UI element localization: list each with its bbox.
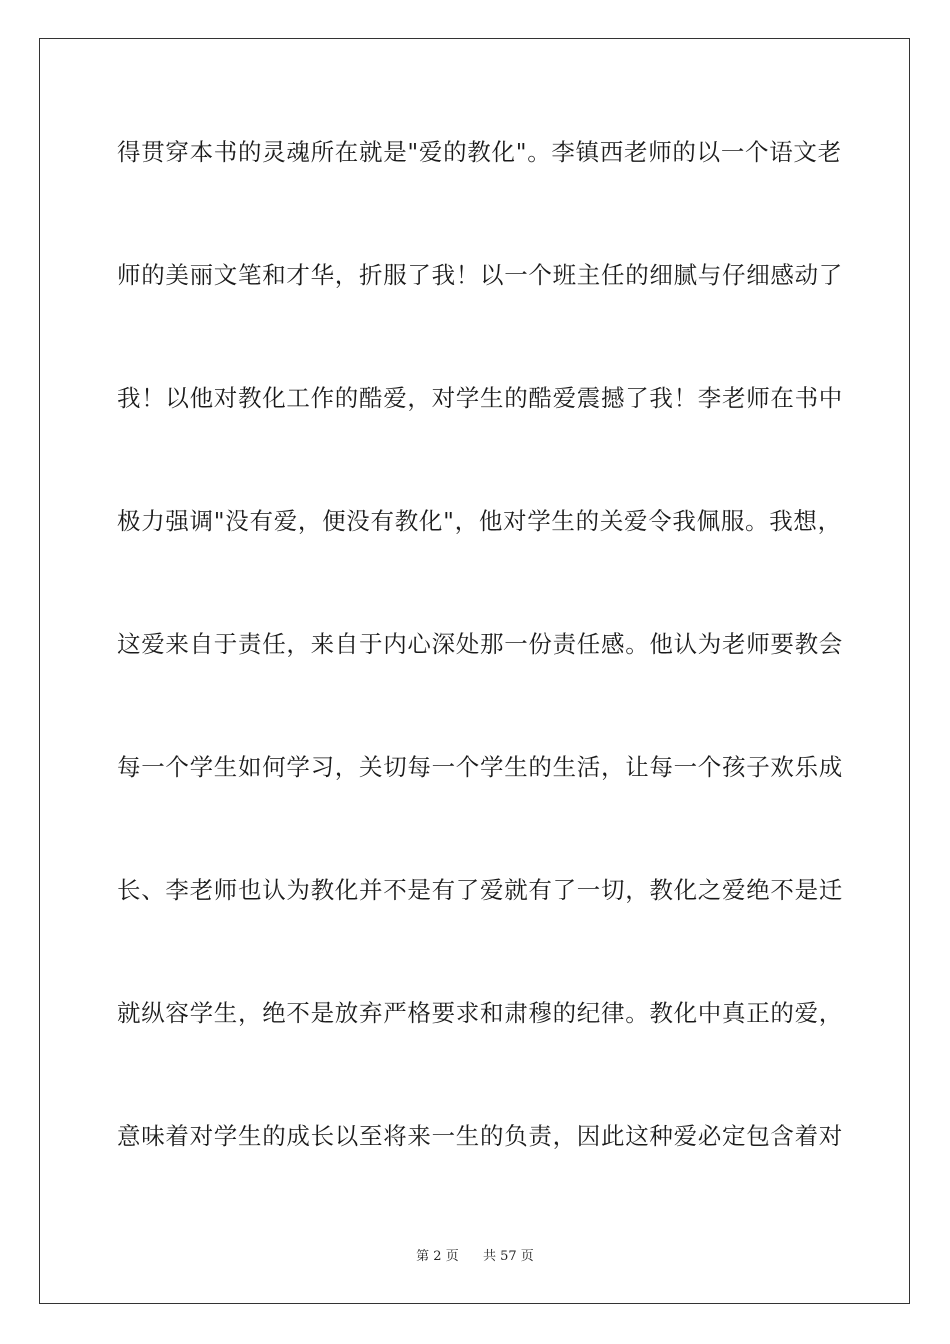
page-border [39,38,910,1304]
body-text-line: 师的美丽文笔和才华，折服了我！以一个班主任的细腻与仔细感动了 [117,261,843,289]
body-text-line: 长、李老师也认为教化并不是有了爱就有了一切，教化之爱绝不是迁 [117,876,843,904]
page-number: 第 2 页 [416,1249,459,1264]
body-text-line: 每一个学生如何学习，关切每一个学生的生活，让每一个孩子欢乐成 [117,753,843,781]
body-text-line: 这爱来自于责任，来自于内心深处那一份责任感。他认为老师要教会 [117,630,843,658]
body-text-line: 就纵容学生，绝不是放弃严格要求和肃穆的纪律。教化中真正的爱， [117,999,843,1027]
body-text-line: 我！以他对教化工作的酷爱，对学生的酷爱震撼了我！李老师在书中 [117,384,843,412]
page-total: 共 57 页 [483,1249,534,1264]
page-footer [0,1248,950,1266]
body-text-line: 极力强调"没有爱，便没有教化"，他对学生的关爱令我佩服。我想， [117,507,842,535]
body-text-line: 得贯穿本书的灵魂所在就是"爱的教化"。李镇西老师的以一个语文老 [117,138,842,166]
body-text-line: 意味着对学生的成长以至将来一生的负责，因此这种爱必定包含着对 [117,1122,843,1150]
